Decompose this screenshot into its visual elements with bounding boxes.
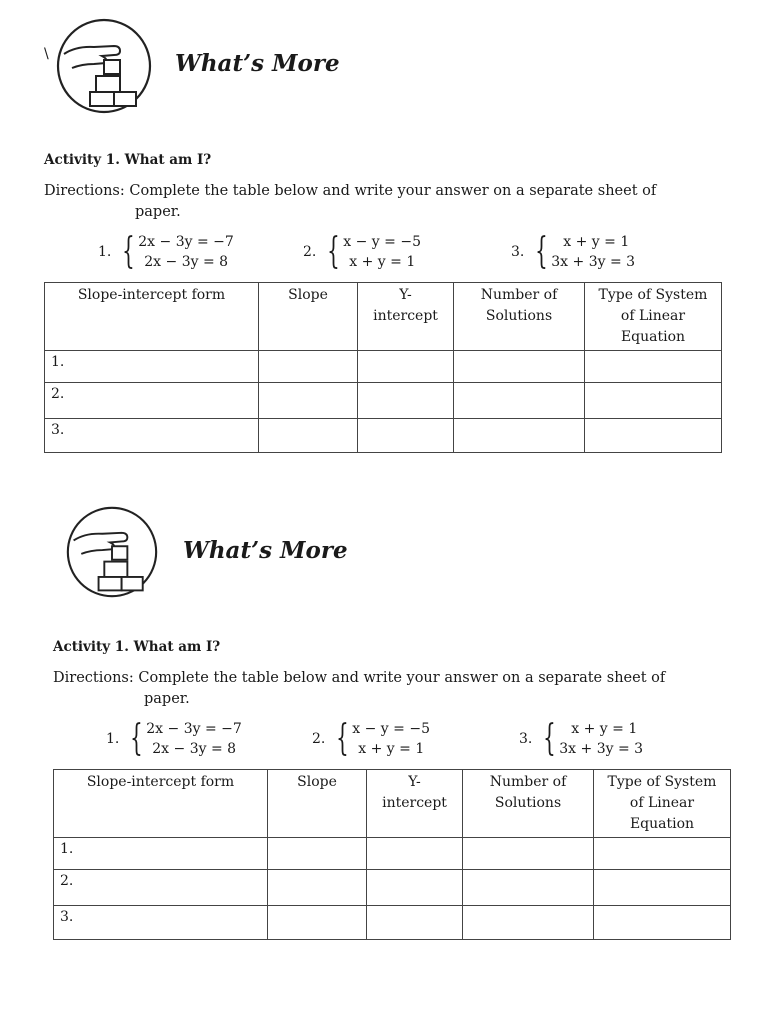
equation-2: x + y = 1 [349,254,416,270]
table-row [54,838,731,870]
directions-line-1: Directions: Complete the table below and write your answer on a separate sheet of [44,183,657,199]
system-1 [106,719,242,759]
row-label: 1. [45,351,259,383]
answer-cell[interactable] [268,838,367,870]
system-number: 3. [519,731,533,747]
answer-cell[interactable] [585,419,722,453]
answer-cell[interactable] [268,870,367,906]
system-number: 2. [312,731,326,747]
answer-cell[interactable] [358,419,454,453]
directions-text [44,181,734,223]
row-label: 3. [54,906,268,940]
table-header-row [54,770,731,838]
row-label: 3. [45,419,259,453]
section-title: What’s More [175,50,340,77]
brace-icon: { [543,718,557,759]
answer-cell[interactable] [454,351,585,383]
equation-1: x − y = −5 [352,721,430,737]
column-header: Number of Solutions [454,283,585,351]
directions-line-2: paper. [144,691,190,707]
equation-2: 2x − 3y = 8 [152,741,237,757]
answer-cell[interactable] [259,351,358,383]
answer-cell[interactable] [268,906,367,940]
answer-cell[interactable] [358,383,454,419]
system-3 [511,232,635,272]
answer-cell[interactable] [367,838,463,870]
answer-cell[interactable] [454,383,585,419]
hand-stacking-blocks-icon [54,16,154,116]
brace-icon: { [336,718,350,759]
worksheet-section-1 [0,0,768,470]
stray-mark: \ [44,46,49,62]
equation-2: 3x + 3y = 3 [551,254,636,270]
system-number: 1. [106,731,120,747]
equation-2: 2x − 3y = 8 [144,254,229,270]
brace-icon: { [535,231,549,272]
equation-1: x + y = 1 [571,721,638,737]
column-header: Slope-intercept form [45,283,259,351]
answer-cell[interactable] [358,351,454,383]
column-header: Type of System of Linear Equation [585,283,722,351]
answer-cell[interactable] [454,419,585,453]
brace-icon: { [122,231,136,272]
answer-cell[interactable] [594,870,731,906]
hand-stacking-blocks-icon [64,504,160,600]
answer-table [53,769,731,940]
equation-1: x + y = 1 [563,234,630,250]
answer-cell[interactable] [585,351,722,383]
column-header: Y- intercept [358,283,454,351]
system-1 [98,232,234,272]
row-label: 2. [54,870,268,906]
row-label: 2. [45,383,259,419]
table-row [54,870,731,906]
column-header: Number of Solutions [463,770,594,838]
answer-cell[interactable] [367,870,463,906]
answer-table [44,282,722,453]
column-header: Y- intercept [367,770,463,838]
system-number: 2. [303,244,317,260]
system-number: 1. [98,244,112,260]
equation-2: x + y = 1 [358,741,425,757]
answer-cell[interactable] [594,906,731,940]
answer-cell[interactable] [259,383,358,419]
answer-cell[interactable] [463,870,594,906]
equation-1: 2x − 3y = −7 [146,721,242,737]
system-2 [312,719,430,759]
equation-1: 2x − 3y = −7 [138,234,234,250]
directions-text [53,668,743,710]
answer-cell[interactable] [585,383,722,419]
activity-title: Activity 1. What am I? [53,639,221,655]
section-title: What’s More [183,537,348,564]
activity-title: Activity 1. What am I? [44,152,212,168]
table-row [54,906,731,940]
table-row [45,419,722,453]
brace-icon: { [130,718,144,759]
answer-cell[interactable] [463,838,594,870]
brace-icon: { [327,231,341,272]
answer-cell[interactable] [463,906,594,940]
column-header: Slope [259,283,358,351]
column-header: Slope [268,770,367,838]
table-header-row [45,283,722,351]
equation-2: 3x + 3y = 3 [559,741,644,757]
answer-cell[interactable] [259,419,358,453]
directions-line-1: Directions: Complete the table below and write your answer on a separate sheet of [53,670,666,686]
table-row [45,383,722,419]
row-label: 1. [54,838,268,870]
system-number: 3. [511,244,525,260]
table-row [45,351,722,383]
directions-line-2: paper. [135,204,181,220]
column-header: Slope-intercept form [54,770,268,838]
worksheet-section-2 [0,487,768,957]
answer-cell[interactable] [367,906,463,940]
system-2 [303,232,421,272]
column-header: Type of System of Linear Equation [594,770,731,838]
system-3 [519,719,643,759]
equation-1: x − y = −5 [343,234,421,250]
answer-cell[interactable] [594,838,731,870]
